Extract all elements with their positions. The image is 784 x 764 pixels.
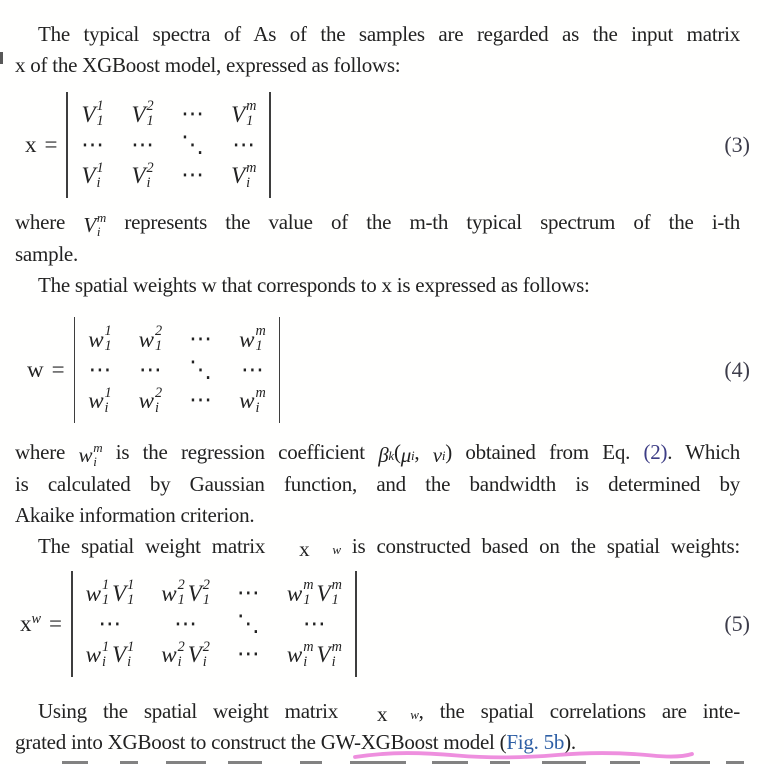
text-line: Using the spatial weight matrix x w , the spatial correlations are inte- bbox=[38, 699, 740, 726]
equation-5 bbox=[15, 572, 784, 676]
text-line: grated into XGBoost to construct the GW-XGBoost model (Fig. 5b). bbox=[15, 730, 576, 754]
text-line: The spatial weight matrix x w is constructed based on the spatial weights: bbox=[38, 534, 740, 561]
paragraph-intro bbox=[15, 19, 740, 81]
left-edge-text-fragment bbox=[0, 52, 3, 64]
text-line: sample. bbox=[15, 242, 78, 267]
text-line: Akaike information criterion. bbox=[15, 503, 255, 528]
text-line: x of the XGBoost model, expressed as follows: bbox=[15, 53, 401, 77]
eq-2-reference-link[interactable]: (2) bbox=[643, 440, 668, 464]
paragraph-where-v bbox=[15, 207, 740, 301]
text-line: The spatial weights w that corresponds to x is expressed as follows: bbox=[38, 273, 590, 298]
equation-3 bbox=[15, 94, 784, 196]
text-line: is calculated by Gaussian function, and the bandwidth is determined by bbox=[15, 472, 740, 497]
paragraph-where-w bbox=[15, 437, 740, 562]
equation-5-matrix: $x^w$ = w 1 1 V 1 1 w 2 1 V 2 1 ⋯ w m 1 V m 1 ⋯ ⋯ ⋱ ⋯ w 1 i V 1 i w 2 i V 2 i ⋯ w m i V m i bbox=[20, 571, 357, 678]
equation-4-matrix: w = w 1 1 w 2 1 ⋯ w m 1 ⋯ ⋯ ⋱ ⋯ w 1 i w 2 i ⋯ w m i bbox=[27, 317, 280, 424]
equation-3-number: (3) bbox=[724, 132, 750, 157]
text-line: where V m i represents the value of the m-th typical spectrum of the i-th bbox=[15, 209, 740, 240]
equation-3-matrix: x = V 1 1 V 2 1 ⋯ V m 1 ⋯ ⋯ ⋱ ⋯ V 1 i V 2 i ⋯ V m i bbox=[25, 92, 271, 199]
equation-4 bbox=[15, 318, 784, 422]
fig-5b-reference-link[interactable]: Fig. 5b bbox=[506, 730, 565, 754]
text-line: where w m i is the regression coefficient β k ( μ i , v i ) obtained from Eq. (2). Which bbox=[15, 439, 741, 470]
text-line: The typical spectra of As of the samples are regarded as the input matrix bbox=[38, 22, 740, 46]
equation-4-number: (4) bbox=[724, 357, 750, 382]
equation-5-number: (5) bbox=[724, 611, 750, 636]
